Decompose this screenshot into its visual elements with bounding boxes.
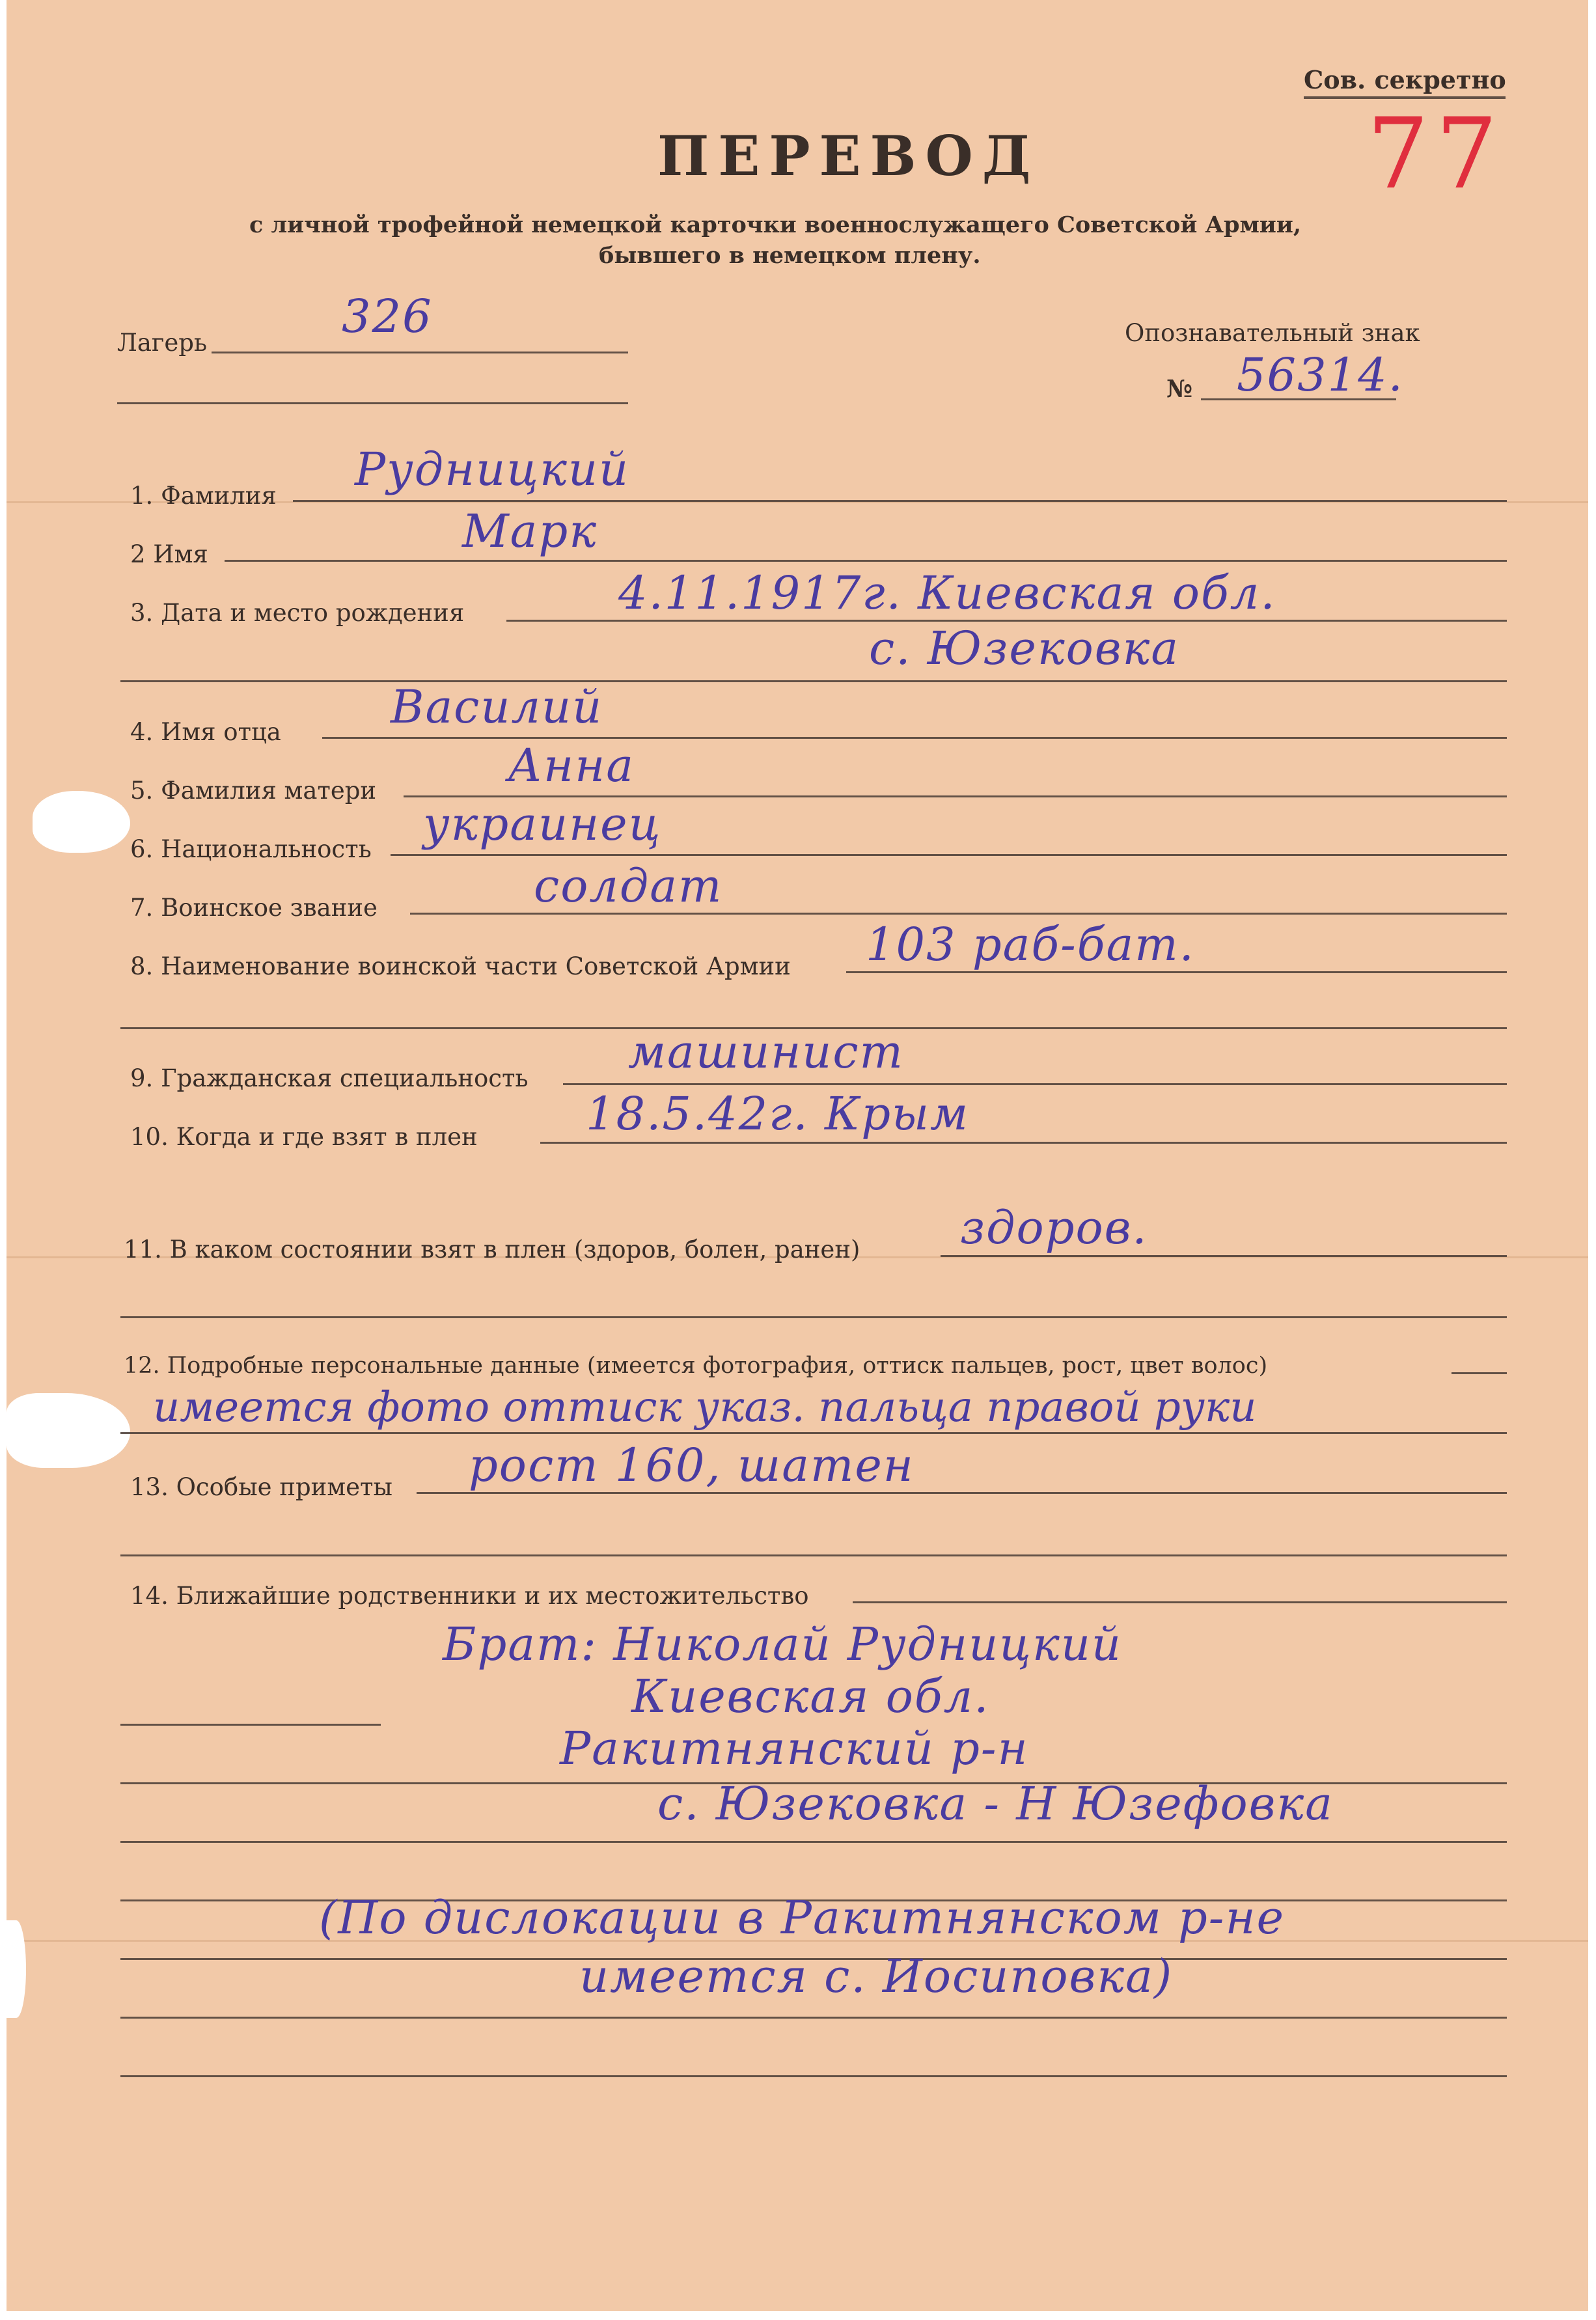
field-label-mother-name: 5. Фамилия матери [130, 777, 377, 805]
field-line-relatives [853, 1601, 1507, 1603]
field-line-captured [540, 1142, 1507, 1144]
field-label-first-name: 2 Имя [130, 540, 208, 568]
field-value-unit: 103 раб-бат. [866, 918, 1195, 971]
field-line-specialty [563, 1083, 1507, 1085]
camp-line-2 [117, 402, 628, 404]
field-line-unit [846, 971, 1507, 973]
classification-stamp: Сов. секретно [1304, 65, 1506, 94]
page-subtitle: с личной трофейной немецкой карточки военнослужащего Советской Армии, [249, 212, 1302, 238]
field-label-marks: 13. Особые приметы [130, 1473, 392, 1501]
field-line-personal-data-2 [120, 1432, 1507, 1434]
field-line-marks [417, 1492, 1507, 1494]
id-tag-value: 56314. [1237, 348, 1404, 402]
field-value-condition: здоров. [960, 1201, 1148, 1254]
field-label-captured: 10. Когда и где взят в плен [130, 1123, 478, 1151]
page-subtitle-2: бывшего в немецком плену. [599, 242, 981, 269]
field-label-surname: 1. Фамилия [130, 482, 277, 510]
field-value-specialty: машинист [628, 1025, 904, 1079]
relatives-line-3: Ракитнянский р-н [560, 1722, 1029, 1775]
paper-tear [7, 1393, 130, 1468]
field-line-first-name [225, 560, 1507, 562]
field-value-birth-place: с. Юзековка [869, 622, 1180, 675]
field-line-rank [410, 913, 1507, 915]
field-label-father-name: 4. Имя отца [130, 718, 281, 746]
relatives-line-2: Киевская обл. [631, 1670, 990, 1723]
camp-label: Лагерь [117, 329, 208, 357]
field-value-rank: солдат [534, 859, 723, 913]
field-value-mother-name: Анна [508, 739, 635, 792]
archive-mark: 77 [1367, 98, 1504, 211]
field-label-specialty: 9. Гражданская специальность [130, 1064, 529, 1092]
relatives-rule [120, 2017, 1507, 2019]
field-value-captured: 18.5.42г. Крым [586, 1087, 970, 1140]
field-line-birth-2 [120, 680, 1507, 682]
field-value-first-name: Марк [462, 504, 598, 558]
field-line-nationality [391, 854, 1507, 856]
paper-tear [7, 1920, 26, 2018]
relatives-line-6: имеется с. Иосиповка) [579, 1950, 1174, 2003]
relatives-line-1: Брат: Николай Рудницкий [443, 1618, 1122, 1671]
field-value-personal-data: имеется фото оттиск указ. пальца правой руки [153, 1383, 1257, 1431]
page-title: ПЕРЕВОД [657, 124, 1040, 188]
relatives-rule [120, 1841, 1507, 1843]
field-line-father-name [322, 737, 1507, 739]
field-label-unit: 8. Наименование воинской части Советской Армии [130, 952, 791, 980]
relatives-line-5: (По дислокации в Ракитнянском р-не [319, 1891, 1285, 1944]
field-label-nationality: 6. Национальность [130, 835, 372, 863]
field-line-condition-2 [120, 1316, 1507, 1318]
camp-value: 326 [342, 290, 433, 343]
field-line-personal-data [1452, 1372, 1507, 1374]
field-value-marks: рост 160, шатен [469, 1439, 915, 1492]
field-value-birth: 4.11.1917г. Киевская обл. [618, 566, 1276, 620]
relatives-line-4: с. Юзековка - Н Юзефовка [657, 1777, 1334, 1830]
field-label-personal-data: 12. Подробные персональные данные (имеется фотография, оттиск пальцев, рост, цвет волос) [124, 1353, 1268, 1379]
relatives-line-short [120, 1724, 381, 1726]
field-label-relatives: 14. Ближайшие родственники и их местожительство [130, 1582, 809, 1610]
field-value-father-name: Василий [391, 680, 603, 734]
field-label-birth: 3. Дата и место рождения [130, 599, 465, 627]
camp-line [212, 352, 628, 353]
field-label-rank: 7. Воинское звание [130, 894, 378, 922]
relatives-rule [120, 2075, 1507, 2077]
paper-tear [33, 791, 130, 853]
field-value-nationality: украинец [423, 797, 662, 851]
id-tag-number-sign: № [1166, 374, 1193, 403]
field-label-condition: 11. В каком состоянии взят в плен (здоров, болен, ранен) [124, 1236, 860, 1264]
field-value-surname: Рудницкий [355, 443, 630, 496]
id-tag-label: Опознавательный знак [1125, 319, 1420, 347]
field-line-surname [293, 500, 1507, 502]
field-line-marks-2 [120, 1554, 1507, 1556]
field-line-condition [941, 1255, 1507, 1257]
